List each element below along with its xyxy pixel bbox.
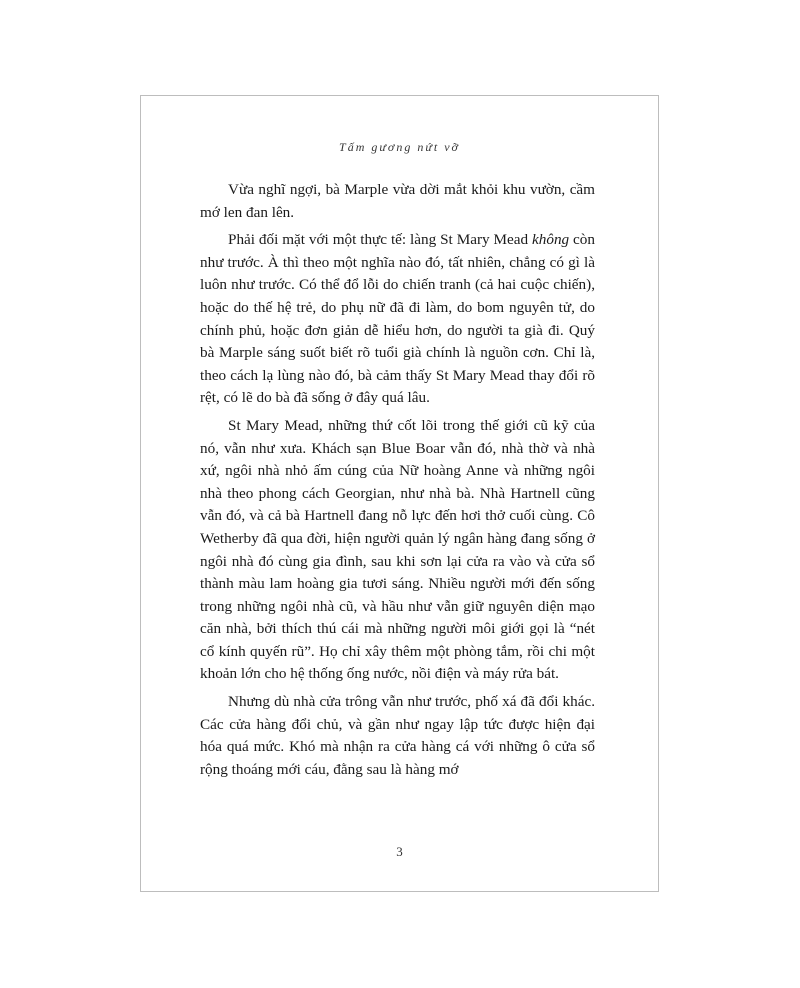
paragraph-2-text-start: Phải đối mặt với một thực tế: làng St Mary Mead <box>228 231 533 249</box>
paragraph-2-text-end: còn như trước. À thì theo một nghĩa nào đó, tất nhiên, chẳng có gì là luôn như trước. Có thể đổ lỗi do chiến tranh (cả hai cuộc chiến), hoặc do thế hệ trẻ, do phụ nữ đã đi làm, do bom nguyên tử, do chính phủ, hoặc đơn giản dễ hiểu hơn, do người ta già đi. Quý bà Marple sáng suốt biết rõ tuổi già chính là nguồn cơn. Chỉ là, theo cách lạ lùng nào đó, bà cảm thấy St Mary Mead thay đổi rõ rệt, có lẽ do bà đã sống ở đây quá lâu. <box>200 231 595 407</box>
paragraph-2-emphasis: không <box>532 231 570 249</box>
book-page <box>140 95 659 892</box>
paragraph-1: Vừa nghĩ ngợi, bà Marple vừa dời mắt khỏi khu vườn, cầm mớ len đan lên. <box>200 181 595 221</box>
running-head-title: Tấm gương nứt vỡ <box>339 140 460 154</box>
paragraph-2 <box>200 229 595 410</box>
page-number: 3 <box>396 844 403 859</box>
body-text <box>200 179 595 781</box>
paragraph-3: St Mary Mead, những thứ cốt lõi trong thế giới cũ kỹ của nó, vẫn như xưa. Khách sạn Blue Boar vẫn đó, nhà thờ và nhà xứ, ngôi nhà nhỏ ấm cúng của Nữ hoàng Anne và những ngôi nhà theo phong cách Georgian, như nhà bà. Nhà Hartnell cũng vẫn đó, và cả bà Hartnell đang nỗ lực đến hơi thở cuối cùng. Cô Wetherby đã qua đời, hiện người quản lý ngân hàng đang sống ở ngôi nhà đó cùng gia đình, sau khi sơn lại cửa ra vào và cửa sổ thành màu lam hoàng gia tươi sáng. Nhiều người mới đến sống trong những ngôi nhà cũ, và hầu như vẫn giữ nguyên diện mạo căn nhà, bởi thích thú cái mà những người môi giới gọi là “nét cổ kính quyến rũ”. Họ chỉ xây thêm một phòng tắm, rồi chi một khoản lớn cho hệ thống ống nước, nồi điện và máy rửa bát. <box>200 416 595 683</box>
paragraph-4: Nhưng dù nhà cửa trông vẫn như trước, phố xá đã đổi khác. Các cửa hàng đổi chủ, và gần như ngay lập tức được hiện đại hóa quá mức. Khó mà nhận ra cửa hàng cá với những ô cửa sổ rộng thoáng mới cáu, đằng sau là hàng mớ <box>200 693 595 778</box>
